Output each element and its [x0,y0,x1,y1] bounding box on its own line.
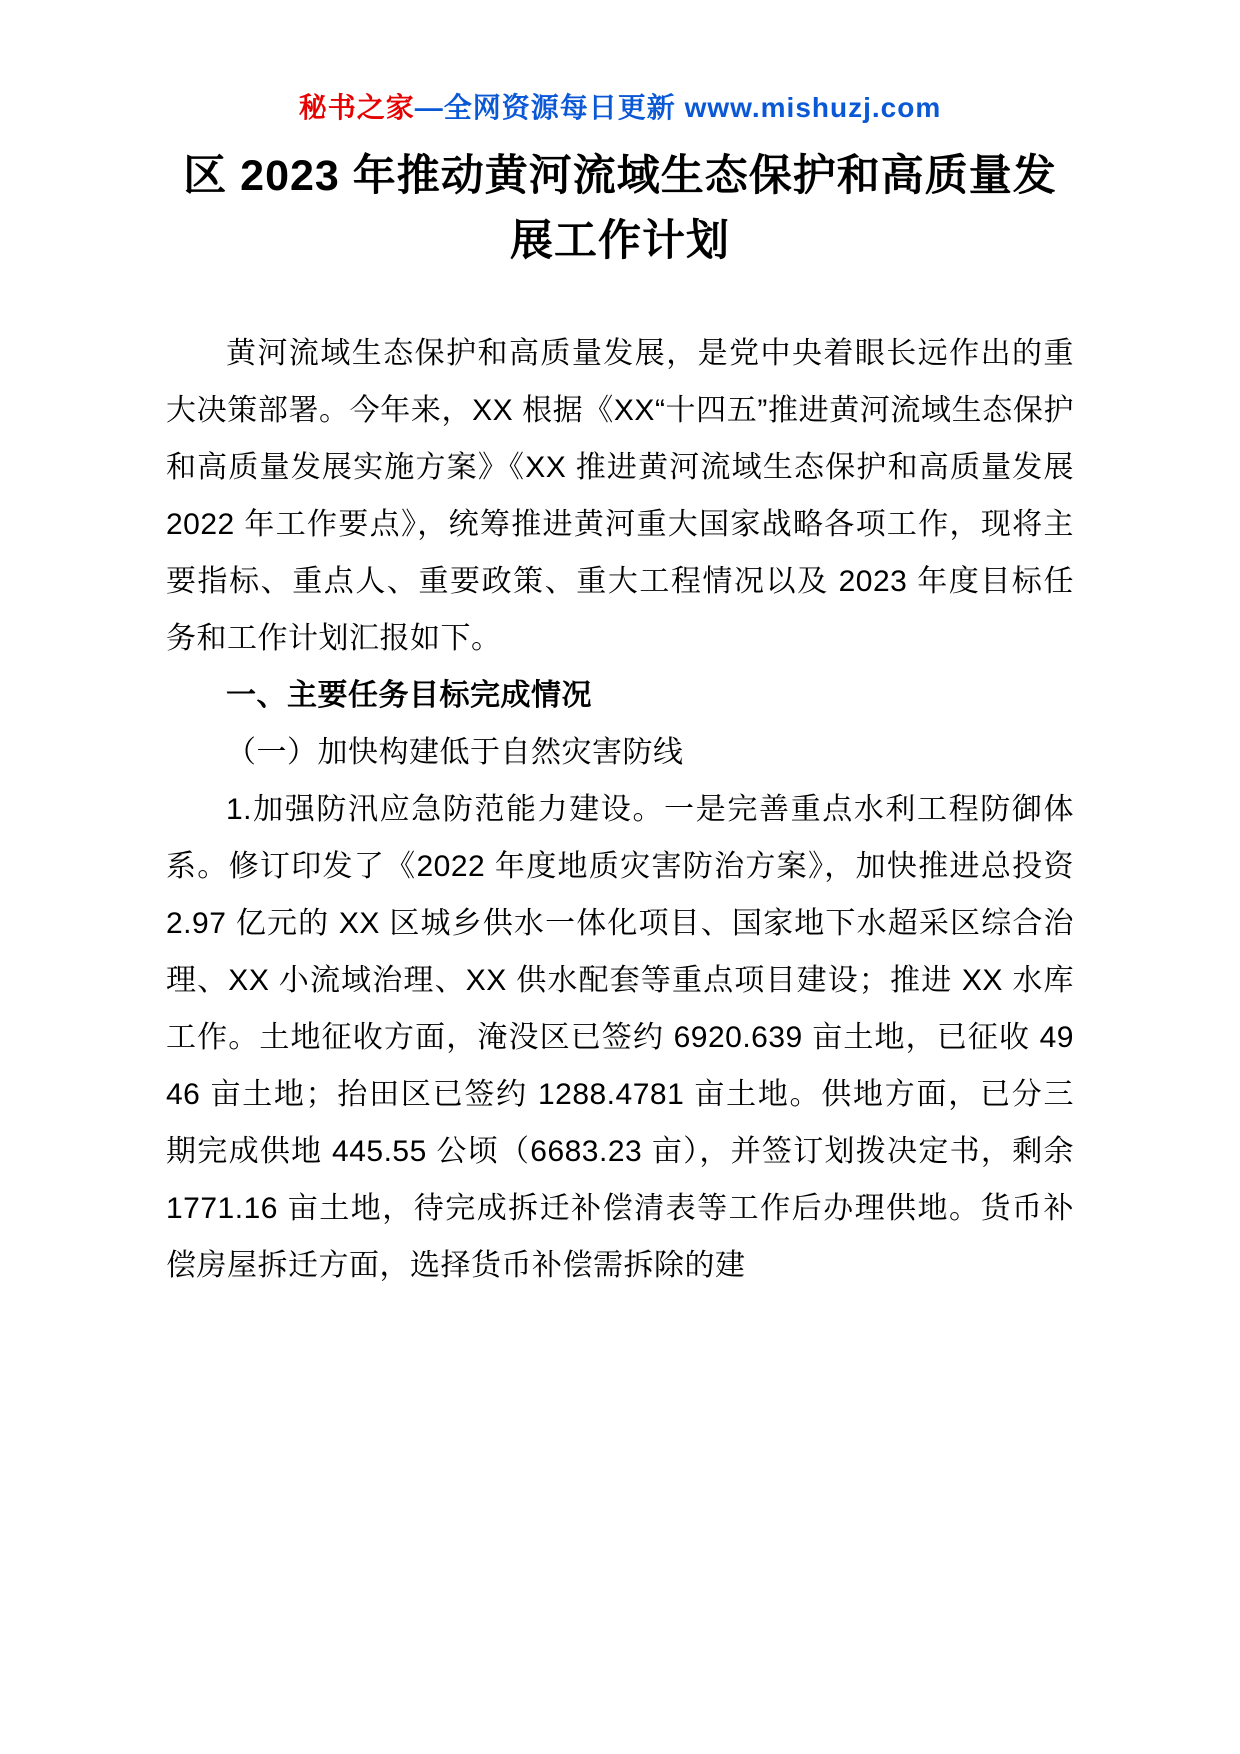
body-paragraph: 1.加强防汛应急防范能力建设。一是完善重点水利工程防御体系。修订印发了《2022 年度地质灾害防治方案》，加快推进总投资 2.97 亿元的 XX 区城乡供水一体化项目、国家地下水超采区综合治理、XX 小流域治理、XX 供水配套等重点项目建设；推进 XX 水库工作。土地征收方面，淹没区已签约 6920.639 亩土地，已征收 4946 亩土地；抬田区已签约 1288.4781 亩土地。供地方面，已分三期完成供地 445.55 公顷（6683.23 亩），并签订划拨决定书，剩余 1771.16 亩土地，待完成拆迁补偿清表等工作后办理供地。货币补偿房屋拆迁方面，选择货币补偿需拆除的建 [166,793,1074,1282]
site-url: www.mishuzj.com [684,92,942,123]
subsection-heading: （一）加快构建低于自然灾害防线 [226,736,684,769]
intro-paragraph: 黄河流域生态保护和高质量发展，是党中央着眼长远作出的重大决策部署。今年来，XX 根据《XX“十四五”推进黄河流域生态保护和高质量发展实施方案》《XX 推进黄河流域生态保护和高质量发展 2022 年工作要点》，统筹推进黄河重大国家战略各项工作，现将主要指标、重点人、重要政策、重大工程情况以及 2023 年度目标任务和工作计划汇报如下。 [166,337,1074,655]
brand-text: 秘书之家 [298,92,415,123]
document-title: 区 2023 年推动黄河流域生态保护和高质量发展工作计划 [183,152,1057,265]
section-heading: 一、主要任务目标完成情况 [226,679,592,712]
tagline-text: —全网资源每日更新 [414,92,685,123]
header-banner [166,86,1074,126]
